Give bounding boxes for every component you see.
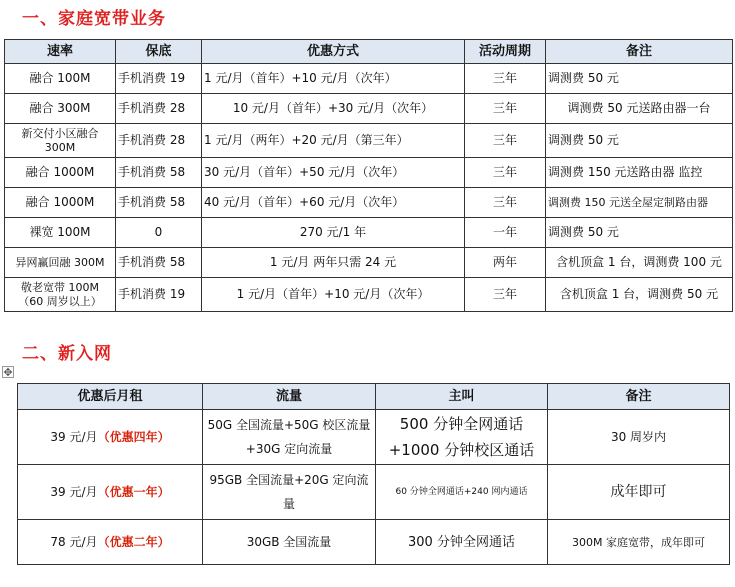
- cell-note: 成年即可: [548, 465, 730, 520]
- cell-period: 三年: [465, 278, 546, 312]
- promo-label: （优惠二年）: [97, 534, 170, 549]
- cell-speed: 敬老宽带 100M （60 周岁以上）: [5, 278, 116, 312]
- cell-minimum: 手机消费 58: [116, 188, 202, 218]
- header-period: 活动周期: [465, 40, 546, 64]
- cell-speed: 融合 300M: [5, 94, 116, 124]
- cell-speed: 融合 100M: [5, 64, 116, 94]
- cell-discount: 1 元/月（首年）+10 元/月（次年）: [202, 278, 465, 312]
- cell-note: 调测费 50 元: [546, 64, 733, 94]
- table-header-row: [18, 384, 730, 410]
- move-handle-icon[interactable]: ✥: [3, 366, 13, 379]
- rent-value: 39 元/月: [50, 429, 98, 444]
- header-discount: 优惠方式: [202, 40, 465, 64]
- broadband-table: [4, 39, 733, 312]
- cell-minimum: 0: [116, 218, 202, 248]
- cell-period: 三年: [465, 188, 546, 218]
- header-data: 流量: [203, 384, 376, 410]
- cell-period: 三年: [465, 94, 546, 124]
- table-row: [5, 64, 733, 94]
- cell-minimum: 手机消费 58: [116, 158, 202, 188]
- rent-value: 39 元/月: [50, 484, 98, 499]
- table-row: [5, 158, 733, 188]
- table-row: [5, 188, 733, 218]
- cell-rent: [18, 465, 203, 520]
- cell-note: 调测费 50 元送路由器一台: [546, 94, 733, 124]
- cell-speed: 融合 1000M: [5, 158, 116, 188]
- cell-minimum: 手机消费 19: [116, 64, 202, 94]
- cell-period: 两年: [465, 248, 546, 278]
- section-title-new-subscription: 二、新入网: [22, 344, 112, 364]
- cell-speed: 新交付小区融合 300M: [5, 124, 116, 158]
- cell-period: 三年: [465, 124, 546, 158]
- cell-minimum: 手机消费 28: [116, 94, 202, 124]
- cell-period: 一年: [465, 218, 546, 248]
- cell-discount: 1 元/月（两年）+20 元/月（第三年）: [202, 124, 465, 158]
- table-row: [18, 520, 730, 565]
- table-row: [18, 410, 730, 465]
- cell-minimum: 手机消费 28: [116, 124, 202, 158]
- cell-discount: 10 元/月（首年）+30 元/月（次年）: [202, 94, 465, 124]
- header-speed: 速率: [5, 40, 116, 64]
- cell-discount: 40 元/月（首年）+60 元/月（次年）: [202, 188, 465, 218]
- table-row: [5, 94, 733, 124]
- table-row: [18, 465, 730, 520]
- cell-rent: [18, 410, 203, 465]
- table-row: [5, 248, 733, 278]
- section-title-broadband: 一、家庭宽带业务: [22, 9, 166, 29]
- cell-speed: 融合 1000M: [5, 188, 116, 218]
- header-calls: 主叫: [376, 384, 548, 410]
- cell-calls: 500 分钟全网通话 +1000 分钟校区通话: [376, 410, 548, 465]
- cell-calls: 60 分钟全网通话+240 网内通话: [376, 465, 548, 520]
- promo-label: （优惠四年）: [97, 429, 170, 444]
- cell-rent: [18, 520, 203, 565]
- table-row: [5, 278, 733, 312]
- header-rent: 优惠后月租: [18, 384, 203, 410]
- cell-discount: 30 元/月（首年）+50 元/月（次年）: [202, 158, 465, 188]
- cell-speed: 异网赢回融 300M: [5, 248, 116, 278]
- cell-data: 30GB 全国流量: [203, 520, 376, 565]
- cell-speed: 裸宽 100M: [5, 218, 116, 248]
- cell-data: 50G 全国流量+50G 校区流量+30G 定向流量: [203, 410, 376, 465]
- table-row: [5, 124, 733, 158]
- cell-note: 调测费 150 元送路由器 监控: [546, 158, 733, 188]
- cell-note: 调测费 50 元: [546, 124, 733, 158]
- new-subscription-table: [17, 383, 730, 565]
- header-note: 备注: [546, 40, 733, 64]
- cell-note: 调测费 50 元: [546, 218, 733, 248]
- cell-minimum: 手机消费 58: [116, 248, 202, 278]
- cell-note: 含机顶盒 1 台，调测费 50 元: [546, 278, 733, 312]
- cell-period: 三年: [465, 64, 546, 94]
- cell-period: 三年: [465, 158, 546, 188]
- cell-note: 含机顶盒 1 台，调测费 100 元: [546, 248, 733, 278]
- cell-discount: 1 元/月 两年只需 24 元: [202, 248, 465, 278]
- cell-note: 调测费 150 元送全屋定制路由器: [546, 188, 733, 218]
- cell-note: 30 周岁内: [548, 410, 730, 465]
- header-note: 备注: [548, 384, 730, 410]
- cell-calls: 300 分钟全网通话: [376, 520, 548, 565]
- cell-note: 300M 家庭宽带，成年即可: [548, 520, 730, 565]
- rent-value: 78 元/月: [50, 534, 98, 549]
- promo-label: （优惠一年）: [97, 484, 170, 499]
- table-header-row: [5, 40, 733, 64]
- cell-discount: 1 元/月（首年）+10 元/月（次年）: [202, 64, 465, 94]
- header-minimum: 保底: [116, 40, 202, 64]
- cell-data: 95GB 全国流量+20G 定向流量: [203, 465, 376, 520]
- table-row: [5, 218, 733, 248]
- cell-minimum: 手机消费 19: [116, 278, 202, 312]
- cell-discount: 270 元/1 年: [202, 218, 465, 248]
